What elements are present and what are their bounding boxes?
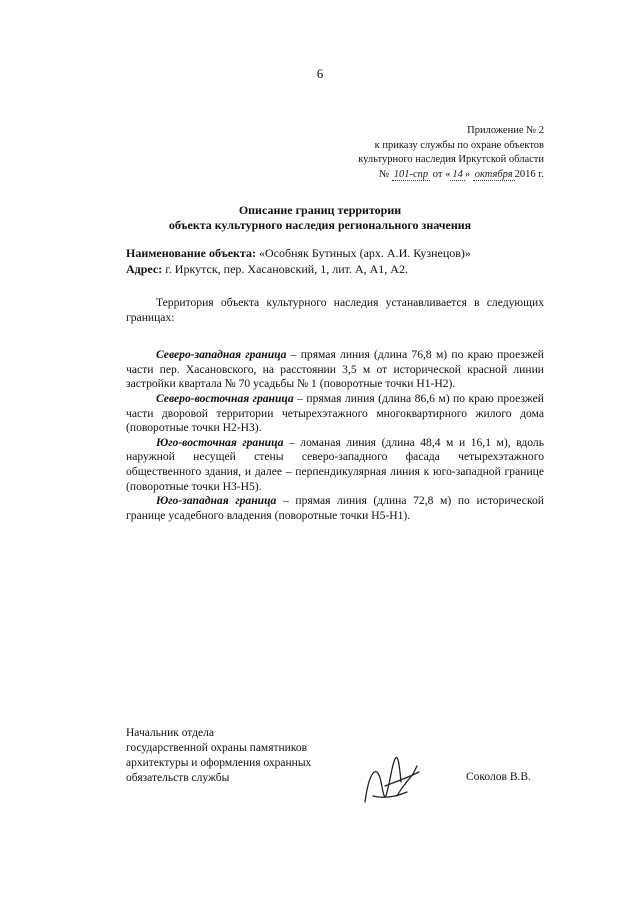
page-number: 6 — [316, 66, 324, 81]
boundary-text: – прямая линия (длина 76,8 м) по краю проезжей части пер. Хасановского, на расстоянии 3,5 м от исторической красной линии застройки квартала № 70 усадьбы № 1 (поворотные точки Н1-Н2). — [126, 348, 544, 391]
boundary-item — [126, 494, 544, 523]
signer-name: Соколов В.В. — [466, 771, 531, 783]
boundary-text: – прямая линия (длина 86,6 м) по краю проезжей части дворовой территории четырехэтажного многоквартирного жилого дома (поворотные точки Н2-Н3). — [126, 391, 544, 435]
object-address-row — [126, 261, 546, 277]
signatory-line-1: Начальник отдела — [126, 727, 214, 739]
appendix-authority: культурного наследия Иркутской области — [358, 154, 544, 165]
object-name-label: Наименование объекта: — [126, 246, 256, 260]
order-number-prefix: № — [379, 168, 390, 180]
order-date-month: октября — [474, 168, 513, 180]
boundary-description — [126, 296, 544, 523]
title-line-2: объекта культурного наследия регионального значения — [168, 218, 472, 232]
signatory-line-3: архитектуры и оформления охранных — [126, 757, 312, 769]
intro-paragraph: Территория объекта культурного наследия устанавливается в следующих границах: — [126, 296, 544, 324]
boundary-text: – прямая линия (длина 72,8 м) по исторической границе усадебного владения (поворотные точки Н5-Н1). — [126, 494, 544, 522]
boundary-label: Юго-западная граница — [156, 494, 277, 508]
order-date-mid: » — [464, 168, 471, 180]
signatory-line-4: обязательств службы — [126, 772, 230, 784]
signatory-position — [126, 726, 386, 786]
document-title — [0, 203, 640, 233]
order-date-prefix: от « — [432, 168, 451, 180]
handwritten-signature — [355, 752, 435, 812]
object-info — [126, 245, 546, 277]
object-name-row — [126, 245, 546, 261]
boundary-item — [126, 348, 544, 392]
boundary-label: Северо-восточная граница — [156, 391, 294, 405]
boundary-item — [126, 436, 544, 494]
boundary-label: Северо-западная граница — [156, 348, 287, 362]
object-address-value: г. Иркутск, пер. Хасановский, 1, лит. А, А1, А2. — [165, 262, 408, 276]
signatory-line-2: государственной охраны памятников — [126, 742, 308, 754]
appendix-order-ref: к приказу службы по охране объектов — [374, 139, 544, 151]
title-line-1: Описание границ территории — [238, 203, 402, 217]
boundary-label: Юго-восточная граница — [156, 435, 284, 449]
order-date-year: 2016 г. — [514, 168, 544, 180]
appendix-header — [358, 124, 544, 182]
appendix-title: Приложение № 2 — [467, 125, 544, 136]
object-name-value: «Особняк Бутиных (арх. А.И. Кузнецов)» — [258, 246, 471, 260]
order-date-day: 14 — [452, 168, 463, 180]
boundary-item — [126, 392, 544, 436]
order-number-value: 101-спр — [393, 168, 429, 180]
boundary-text: – ломаная линия (длина 48,4 м и 16,1 м), вдоль наружной несущей стены северо-западного фасада четырехэтажного общественного здания, и далее – перпендикулярная линия к юго-западной границе (поворотные точки Н3-Н5). — [126, 435, 544, 493]
object-address-label: Адрес: — [126, 262, 163, 276]
appendix-order-number — [358, 168, 544, 183]
